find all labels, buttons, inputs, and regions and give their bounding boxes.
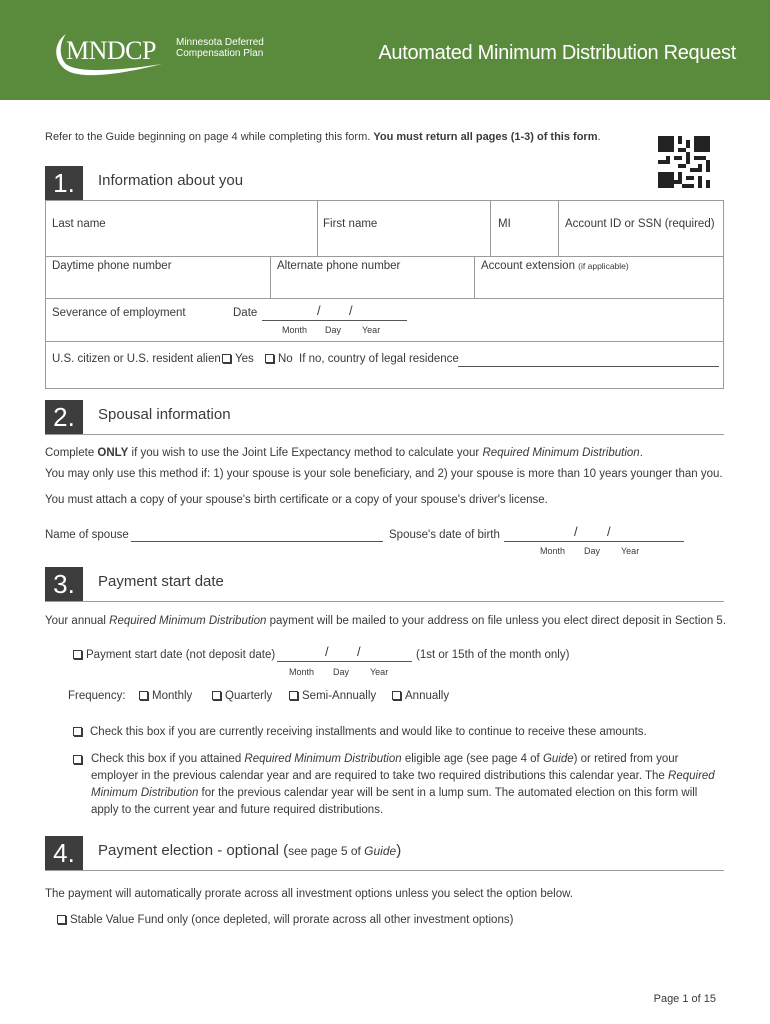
section-4-rule <box>45 870 724 871</box>
severance-date-label: Date <box>233 307 258 319</box>
continue-installments-option[interactable] <box>73 726 647 738</box>
payment-start-date-field[interactable] <box>277 661 412 662</box>
intro-text <box>45 131 601 143</box>
quarterly-label: Quarterly <box>225 690 273 702</box>
citizen-label: U.S. citizen or U.S. resident alien <box>52 353 221 365</box>
two-distributions-label <box>91 751 725 819</box>
mndcp-logo <box>52 28 282 78</box>
payment-note: (1st or 15th of the month only) <box>416 649 570 661</box>
title-pre: Payment election - optional ( <box>98 842 289 859</box>
line1-end: . <box>639 447 643 459</box>
mi-label: MI <box>498 218 511 230</box>
year-sublabel: Year <box>621 546 640 556</box>
row-divider <box>46 298 723 299</box>
check2-e: ) or retired from your employer in the previous calendar year and are required to take two required distributions this calendar year. The <box>91 753 679 782</box>
payment-intro <box>45 615 726 627</box>
divider <box>558 201 559 256</box>
name-of-spouse-field[interactable] <box>131 541 383 542</box>
check2-a: Check this box if you attained <box>91 753 245 765</box>
divider <box>490 201 491 256</box>
line1-bold: ONLY <box>97 447 129 459</box>
payment-start-option[interactable] <box>73 649 275 661</box>
stable-value-label: Stable Value Fund only (once depleted, will prorate across all other investment options) <box>70 914 514 926</box>
section-1-number: 1. <box>45 166 83 200</box>
yes-checkbox[interactable] <box>222 354 231 363</box>
section-4-number: 4. <box>45 836 83 870</box>
date-slash: / <box>607 524 611 539</box>
name-of-spouse-label: Name of spouse <box>45 529 129 541</box>
frequency-annually-option[interactable] <box>392 690 449 702</box>
payment-start-label: Payment start date (not deposit date) <box>86 649 276 661</box>
continue-installments-checkbox[interactable] <box>73 727 82 736</box>
annually-checkbox[interactable] <box>392 691 401 700</box>
check2-c: eligible age (see page 4 of <box>401 753 543 765</box>
line1-italic: Required Minimum Distribution <box>482 447 640 459</box>
intro-end: . <box>597 131 601 143</box>
frequency-quarterly-option[interactable] <box>212 690 272 702</box>
day-sublabel: Day <box>325 325 342 335</box>
logo-text: MNDCP <box>66 36 156 65</box>
spousal-line-3: You must attach a copy of your spouse's birth certificate or a copy of your spouse's driver's license. <box>45 494 548 506</box>
prorate-text: The payment will automatically prorate across all investment options unless you select the option below. <box>45 888 573 900</box>
last-name-label: Last name <box>52 218 106 230</box>
section-2-rule <box>45 434 724 435</box>
intro-italic: Required Minimum Distribution <box>109 615 267 627</box>
frequency-monthly-option[interactable] <box>139 690 192 702</box>
section-4-title <box>98 842 401 859</box>
month-sublabel: Month <box>540 546 566 556</box>
divider <box>270 256 271 298</box>
frequency-semi-annually-option[interactable] <box>289 690 376 702</box>
month-sublabel: Month <box>289 667 315 677</box>
spousal-line-1 <box>45 447 643 459</box>
section-2-number: 2. <box>45 400 83 434</box>
page-number: Page 1 of 15 <box>653 993 716 1005</box>
monthly-checkbox[interactable] <box>139 691 148 700</box>
monthly-label: Monthly <box>152 690 193 702</box>
section-1-box <box>45 201 724 389</box>
date-slash: / <box>574 524 578 539</box>
date-slash: / <box>357 644 361 659</box>
line1-mid: if you wish to use the Joint Life Expectancy method to calculate your <box>128 447 483 459</box>
annually-label: Annually <box>405 690 450 702</box>
check2-g: for the previous calendar year will be sent in a lump sum. The automated election on this form will apply to the current year and future required distributions. <box>91 787 698 816</box>
date-slash: / <box>325 644 329 659</box>
section-2-title: Spousal information <box>98 406 231 423</box>
row-divider <box>46 341 723 342</box>
frequency-label: Frequency: <box>68 690 126 702</box>
check2-b: Required Minimum Distribution <box>244 753 402 765</box>
intro-bold: You must return all pages (1-3) of this form <box>373 131 598 143</box>
payment-start-checkbox[interactable] <box>73 650 82 659</box>
spouse-dob-field[interactable] <box>504 541 684 542</box>
title-italic: Guide <box>364 844 397 858</box>
title-end: ) <box>396 842 402 859</box>
header-banner <box>0 0 770 100</box>
daytime-phone-label: Daytime phone number <box>52 260 172 272</box>
account-extension-text: Account extension <box>481 260 579 272</box>
day-sublabel: Day <box>333 667 350 677</box>
year-sublabel: Year <box>362 325 381 335</box>
account-extension-note: (if applicable) <box>578 261 629 271</box>
qr-code-icon <box>658 136 710 188</box>
spouse-dob-label: Spouse's date of birth <box>389 529 500 541</box>
divider <box>474 256 475 298</box>
month-sublabel: Month <box>282 325 308 335</box>
spousal-line-2: You may only use this method if: 1) your spouse is your sole beneficiary, and 2) your spouse is more than 10 years younger than you. <box>45 468 723 480</box>
title-small: see page 5 of <box>288 844 365 858</box>
alternate-phone-label: Alternate phone number <box>277 260 401 272</box>
row-divider <box>46 256 723 257</box>
line1-pre: Complete <box>45 447 98 459</box>
quarterly-checkbox[interactable] <box>212 691 221 700</box>
date-slash: / <box>317 303 321 318</box>
account-id-label: Account ID or SSN (required) <box>565 218 715 230</box>
logo-subtitle-line1: Minnesota Deferred <box>176 37 264 48</box>
form-title: Automated Minimum Distribution Request <box>378 42 736 64</box>
intro-plain: Refer to the Guide beginning on page 4 while completing this form. <box>45 131 374 143</box>
account-extension-label <box>481 260 629 272</box>
section-3-title: Payment start date <box>98 573 224 590</box>
two-distributions-checkbox[interactable] <box>73 755 82 764</box>
year-sublabel: Year <box>370 667 389 677</box>
country-label: If no, country of legal residence <box>299 353 459 365</box>
day-sublabel: Day <box>584 546 601 556</box>
semi-annually-label: Semi-Annually <box>302 690 377 702</box>
section-3-number: 3. <box>45 567 83 601</box>
stable-value-option[interactable] <box>57 914 513 926</box>
logo-subtitle <box>176 37 264 59</box>
date-slash: / <box>349 303 353 318</box>
intro-pre: Your annual <box>45 615 110 627</box>
citizen-yes-option[interactable] <box>222 353 254 365</box>
divider <box>317 201 318 256</box>
semi-annually-checkbox[interactable] <box>289 691 298 700</box>
check2-f: Required Minimum Distribution <box>91 770 715 799</box>
citizen-no-option[interactable] <box>265 353 293 365</box>
no-checkbox[interactable] <box>265 354 274 363</box>
stable-value-checkbox[interactable] <box>57 915 66 924</box>
severance-label: Severance of employment <box>52 307 186 319</box>
check2-d: Guide <box>542 753 574 765</box>
logo-subtitle-line2: Compensation Plan <box>176 48 264 59</box>
intro-end: payment will be mailed to your address on file unless you elect direct deposit in Section 5. <box>266 615 727 627</box>
continue-installments-label: Check this box if you are currently receiving installments and would like to continue to receive these amounts. <box>90 726 647 738</box>
no-label: No <box>278 353 293 365</box>
section-3-rule <box>45 601 724 602</box>
yes-label: Yes <box>235 353 254 365</box>
section-1-title: Information about you <box>98 172 244 189</box>
severance-date-field[interactable] <box>262 320 407 321</box>
country-field[interactable] <box>458 366 719 367</box>
first-name-label: First name <box>323 218 378 230</box>
